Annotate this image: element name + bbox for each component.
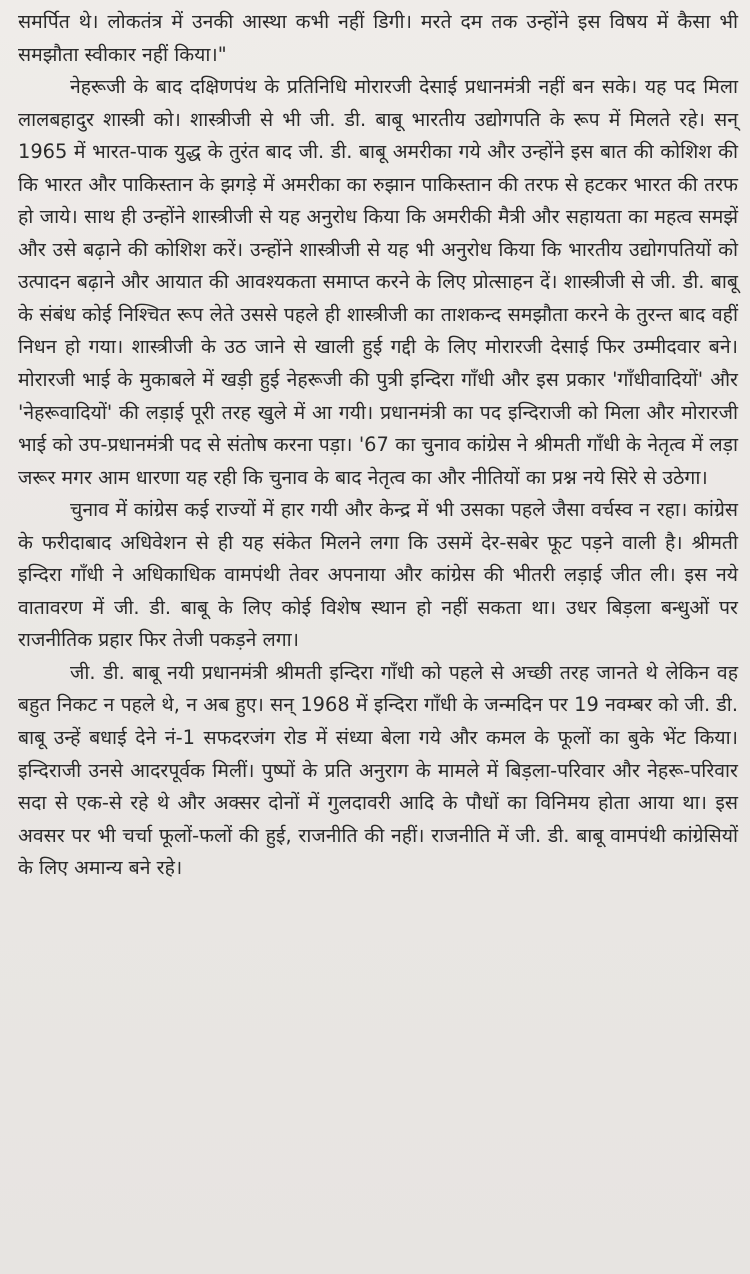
paragraph-3: चुनाव में कांग्रेस कई राज्यों में हार गयी और केन्द्र में भी उसका पहले जैसा वर्चस्व न रहा। कांग्रेस के फरीदाबाद अधिवेशन से ही यह संकेत मिलने लगा कि उसमें देर-सबेर फूट पड़ने वाली है। श्रीमती इन्दिरा गाँधी ने अधिकाधिक वामपंथी तेवर अपनाया और कांग्रेस की भीतरी लड़ाई जीत ली। इस नये वातावरण में जी. डी. बाबू के लिए कोई विशेष स्थान हो नहीं सकता था। उधर बिड़ला बन्धुओं पर राजनीतिक प्रहार फिर तेजी पकड़ने लगा। [18,498,738,652]
paragraph-2: नेहरूजी के बाद दक्षिणपंथ के प्रतिनिधि मोरारजी देसाई प्रधानमंत्री नहीं बन सके। यह पद मिला लालबहादुर शास्त्री को। शास्त्रीजी से भी जी. डी. बाबू भारतीय उद्योगपति के रूप में मिलते रहे। सन् 1965 में भारत-पाक युद्ध के तुरंत बाद जी. डी. बाबू अमरीका गये और उन्होंने इस बात की कोशिश की कि भारत और पाकिस्तान के झगड़े में अमरीका का रुझान पाकिस्तान की तरफ से हटकर भारत की तरफ हो जाये। साथ ही उन्होंने शास्त्रीजी से यह अनुरोध किया कि अमरीकी मैत्री और सहायता का महत्व समझें और उसे बढ़ाने की कोशिश करें। उन्होंने शास्त्रीजी से यह भी अनुरोध किया कि भारतीय उद्योगपतियों को उत्पादन बढ़ाने और आयात की आवश्यकता समाप्त करने के लिए प्रोत्साहन दें। शास्त्रीजी से जी. डी. बाबू के संबंध कोई निश्चित रूप लेते उससे पहले ही शास्त्रीजी का ताशकन्द समझौता करने के तुरन्त बाद वहीं निधन हो गया। शास्त्रीजी के उठ जाने से खाली हुई गद्दी के लिए मोरारजी देसाई फिर उम्मीदवार बने। मोरारजी भाई के मुकाबले में खड़ी हुई नेहरूजी की पुत्री इन्दिरा गाँधी और इस प्रकार 'गाँधीवादियों' और 'नेहरूवादियों' की लड़ाई पूरी तरह खुले में आ गयी। प्रधानमंत्री का पद इन्दिराजी को मिला और मोरारजी भाई को उप-प्रधानमंत्री पद से संतोष करना पड़ा। '67 का चुनाव कांग्रेस ने श्रीमती गाँधी के नेतृत्व में लड़ा जरूर मगर आम धारणा यह रही कि चुनाव के बाद नेतृत्व का और नीतियों का प्रश्न नये सिरे से उठेगा। [18,75,738,489]
page-body-text [18,6,738,885]
paragraph-1-continued: समर्पित थे। लोकतंत्र में उनकी आस्था कभी नहीं डिगी। मरते दम तक उन्होंने इस विषय में कैसा भी समझौता स्वीकार नहीं किया।" [18,10,738,66]
paragraph-4: जी. डी. बाबू नयी प्रधानमंत्री श्रीमती इन्दिरा गाँधी को पहले से अच्छी तरह जानते थे लेकिन वह बहुत निकट न पहले थे, न अब हुए। सन् 1968 में इन्दिरा गाँधी के जन्मदिन पर 19 नवम्बर को जी. डी. बाबू उन्हें बधाई देने नं-1 सफदरजंग रोड में संध्या बेला गये और कमल के फूलों का बुके भेंट किया। इन्दिराजी उनसे आदरपूर्वक मिलीं। पुष्पों के प्रति अनुराग के मामले में बिड़ला-परिवार और नेहरू-परिवार सदा से एक-से रहे थे और अक्सर दोनों में गुलदावरी आदि के पौधों का विनिमय होता आया था। इस अवसर पर भी चर्चा फूलों-फलों की हुई, राजनीति की नहीं। राजनीति में जी. डी. बाबू वामपंथी कांग्रेसियों के लिए अमान्य बने रहे। [18,660,738,880]
